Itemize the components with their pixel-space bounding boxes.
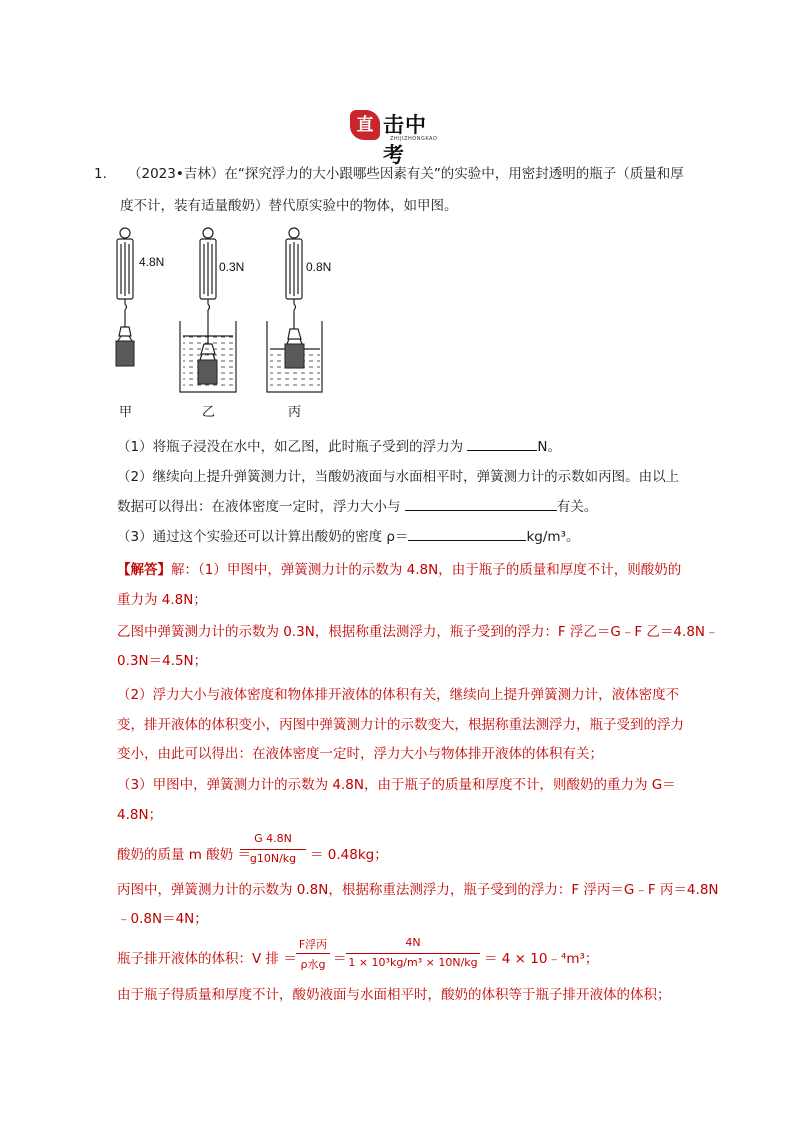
- sub-question-3: [117, 526, 579, 547]
- volume-fraction-bar-1: [296, 953, 330, 954]
- mass-result: ＝ 0.48kg；: [310, 847, 388, 863]
- sub-question-3-text: （3）通过这个实验还可以计算出酸奶的密度 ρ＝: [117, 529, 409, 545]
- sub-question-1-text: （1）将瓶子浸没在水中，如乙图，此时瓶子受到的浮力为: [117, 439, 468, 455]
- reading-bing: 0.8N: [306, 260, 332, 274]
- volume-numerator-2: 4N: [405, 936, 421, 949]
- answer-blank-1[interactable]: [467, 436, 537, 451]
- beaker-bing: [267, 310, 322, 392]
- sub-question-2-text: 数据可以得出：在液体密度一定时，浮力大小与: [117, 499, 405, 515]
- answer-line-12: 由于瓶子得质量和厚度不计，酸奶液面与水面相平时，酸奶的体积等于瓶子排开液体的体积；: [117, 987, 671, 1003]
- experiment-figure: [100, 226, 340, 426]
- volume-equals: ＝: [333, 951, 347, 967]
- reading-yi: 0.3N: [219, 260, 245, 274]
- logo: [350, 106, 445, 167]
- answer-line-7: 变小，由此可以得出：在液体密度一定时，浮力大小与物体排开液体的体积有关；: [117, 746, 603, 762]
- answer-line-3: 乙图中弹簧测力计的示数为 0.3N，根据称重法测浮力，瓶子受到的浮力：F 浮乙＝G﹣F 乙＝4.8N﹣: [117, 624, 719, 640]
- reading-jia: 4.8N: [139, 255, 165, 269]
- mass-fraction: [240, 832, 306, 870]
- answer-blank-2[interactable]: [405, 496, 557, 511]
- spring-scale-bing: [286, 228, 302, 310]
- answer-line-8: （3）甲图中，弹簧测力计的示数为 4.8N，由于瓶子的质量和厚度不计，则酸奶的重力为 G＝: [117, 777, 676, 793]
- label-jia: 甲: [119, 405, 133, 420]
- answer-line-10: 丙图中，弹簧测力计的示数为 0.8N，根据称重法测浮力，瓶子受到的浮力：F 浮丙＝G﹣F 丙＝4.8N: [117, 882, 719, 898]
- beaker-yi: [180, 310, 236, 392]
- question-number: 1.: [94, 166, 107, 182]
- logo-name: 击中考: [383, 112, 427, 167]
- answer-line-1: [117, 560, 681, 580]
- volume-label: 瓶子排开液体的体积：V 排 ＝: [117, 951, 297, 967]
- answer-line-5: （2）浮力大小与液体密度和物体排开液体的体积有关，继续向上提升弹簧测力计，液体密度不: [117, 687, 680, 703]
- label-yi: 乙: [202, 405, 216, 420]
- volume-fraction-1: [296, 936, 330, 974]
- volume-denominator-2: 1 × 10³kg/m³ × 10N/kg: [348, 956, 478, 969]
- sub-question-2-end: 有关。: [556, 499, 598, 515]
- mass-denominator: g10N/kg: [249, 852, 297, 865]
- answer-tag: 【解答】: [117, 562, 171, 578]
- answer-blank-3[interactable]: [408, 526, 526, 541]
- spring-scale-jia: [117, 228, 133, 310]
- logo-seal: 直: [350, 110, 380, 140]
- sub-question-2-line-2: [117, 496, 597, 517]
- volume-result: ＝ 4 × 10﹣⁴m³；: [484, 951, 599, 967]
- mass-label: 酸奶的质量 m 酸奶 ＝: [117, 847, 252, 863]
- volume-denominator-1: ρ水g: [300, 958, 326, 971]
- sub-question-1-unit: N。: [537, 439, 561, 455]
- answer-line-9: 4.8N；: [117, 807, 163, 823]
- mass-fraction-bar: [240, 849, 306, 850]
- mass-numerator: G 4.8N: [254, 832, 292, 845]
- volume-fraction-2: [346, 936, 480, 974]
- answer-line-2: 重力为 4.8N；: [117, 592, 207, 608]
- volume-fraction-bar-2: [346, 953, 480, 954]
- logo-subtitle: ZHIJIZHONGKAO: [390, 136, 438, 142]
- answer-line-6: 变，排开液体的体积变小，丙图中弹簧测力计的示数变大，根据称重法测浮力，瓶子受到的浮力: [117, 717, 684, 733]
- sub-question-1: [117, 436, 561, 457]
- question-line-2: 度不计，装有适量酸奶）替代原实验中的物体，如甲图。: [120, 198, 458, 214]
- answer-line-4: 0.3N＝4.5N；: [117, 653, 208, 669]
- answer-text-1: 解：（1）甲图中，弹簧测力计的示数为 4.8N，由于瓶子的质量和厚度不计，则酸奶的: [171, 562, 682, 578]
- volume-numerator-1: F浮丙: [298, 938, 328, 951]
- bottle-jia: [116, 310, 134, 366]
- question-line-1: （2023•吉林）在“探究浮力的大小跟哪些因素有关”的实验中，用密封透明的瓶子（质量和厚: [128, 166, 684, 182]
- spring-scale-yi: [200, 228, 216, 310]
- label-bing: 丙: [288, 405, 302, 420]
- answer-line-11: ﹣0.8N＝4N；: [117, 911, 208, 927]
- sub-question-3-unit: kg/m³。: [526, 529, 580, 545]
- sub-question-2-line-1: （2）继续向上提升弹簧测力计，当酸奶液面与水面相平时，弹簧测力计的示数如丙图。由以上: [117, 469, 680, 485]
